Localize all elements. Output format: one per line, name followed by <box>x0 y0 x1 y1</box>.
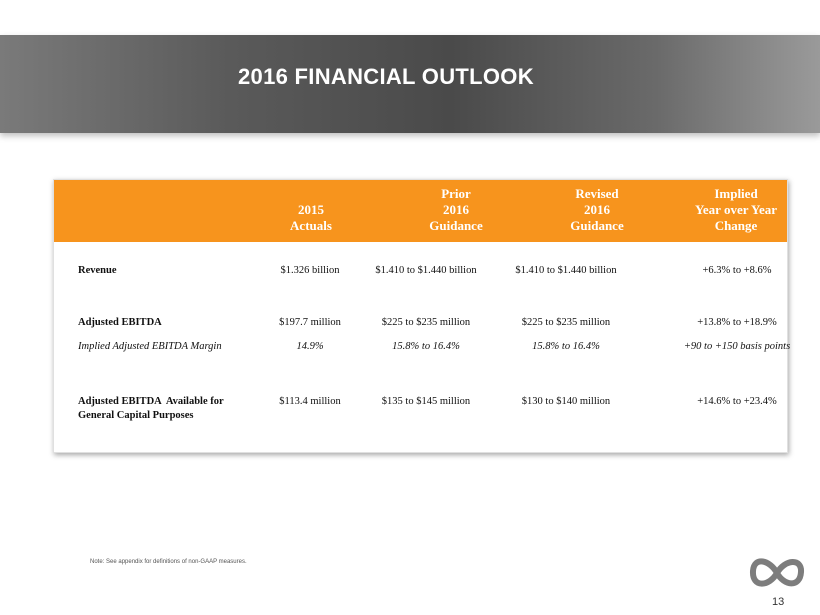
cell-capital-prior: $135 to $145 million <box>381 396 471 407</box>
infinity-logo-icon <box>748 550 806 596</box>
cell-ebitda-2015: $197.7 million <box>279 317 341 328</box>
page-number: 13 <box>772 596 785 608</box>
footnote: Note: See appendix for definitions of non-GAAP measures. <box>90 559 247 565</box>
row-label-ebitda-capital: Adjusted EBITDA Available for General Capital Purposes <box>78 396 224 421</box>
cell-capital-2015: $113.4 million <box>279 396 341 407</box>
cell-margin-revised: 15.8% to 16.4% <box>532 341 600 352</box>
row-label-adjusted-ebitda: Adjusted EBITDA <box>78 317 162 328</box>
cell-capital-change: +14.6% to +23.4% <box>697 396 777 407</box>
header-2015-actuals: 2015 Actuals <box>290 202 332 233</box>
cell-margin-change: +90 to +150 basis points <box>683 341 791 352</box>
slide-title: 2016 FINANCIAL OUTLOOK <box>238 64 534 89</box>
row-label-ebitda-margin: Implied Adjusted EBITDA Margin <box>78 341 222 352</box>
header-implied-change: Implied Year over Year Change <box>694 186 778 233</box>
cell-ebitda-prior: $225 to $235 million <box>381 317 471 328</box>
row-label-revenue: Revenue <box>78 265 117 276</box>
cell-revenue-2015: $1.326 billion <box>280 265 340 276</box>
cell-margin-2015: 14.9% <box>296 341 324 352</box>
cell-ebitda-revised: $225 to $235 million <box>521 317 611 328</box>
header-revised-guidance: Revised 2016 Guidance <box>570 186 624 233</box>
header-prior-guidance: Prior 2016 Guidance <box>429 186 483 233</box>
table-header <box>54 180 787 242</box>
cell-revenue-revised: $1.410 to $1.440 billion <box>515 265 617 276</box>
cell-margin-prior: 15.8% to 16.4% <box>392 341 460 352</box>
outlook-table <box>53 179 791 453</box>
cell-revenue-change: +6.3% to +8.6% <box>702 265 772 276</box>
cell-capital-revised: $130 to $140 million <box>521 396 611 407</box>
cell-revenue-prior: $1.410 to $1.440 billion <box>375 265 477 276</box>
cell-ebitda-change: +13.8% to +18.9% <box>697 317 777 328</box>
